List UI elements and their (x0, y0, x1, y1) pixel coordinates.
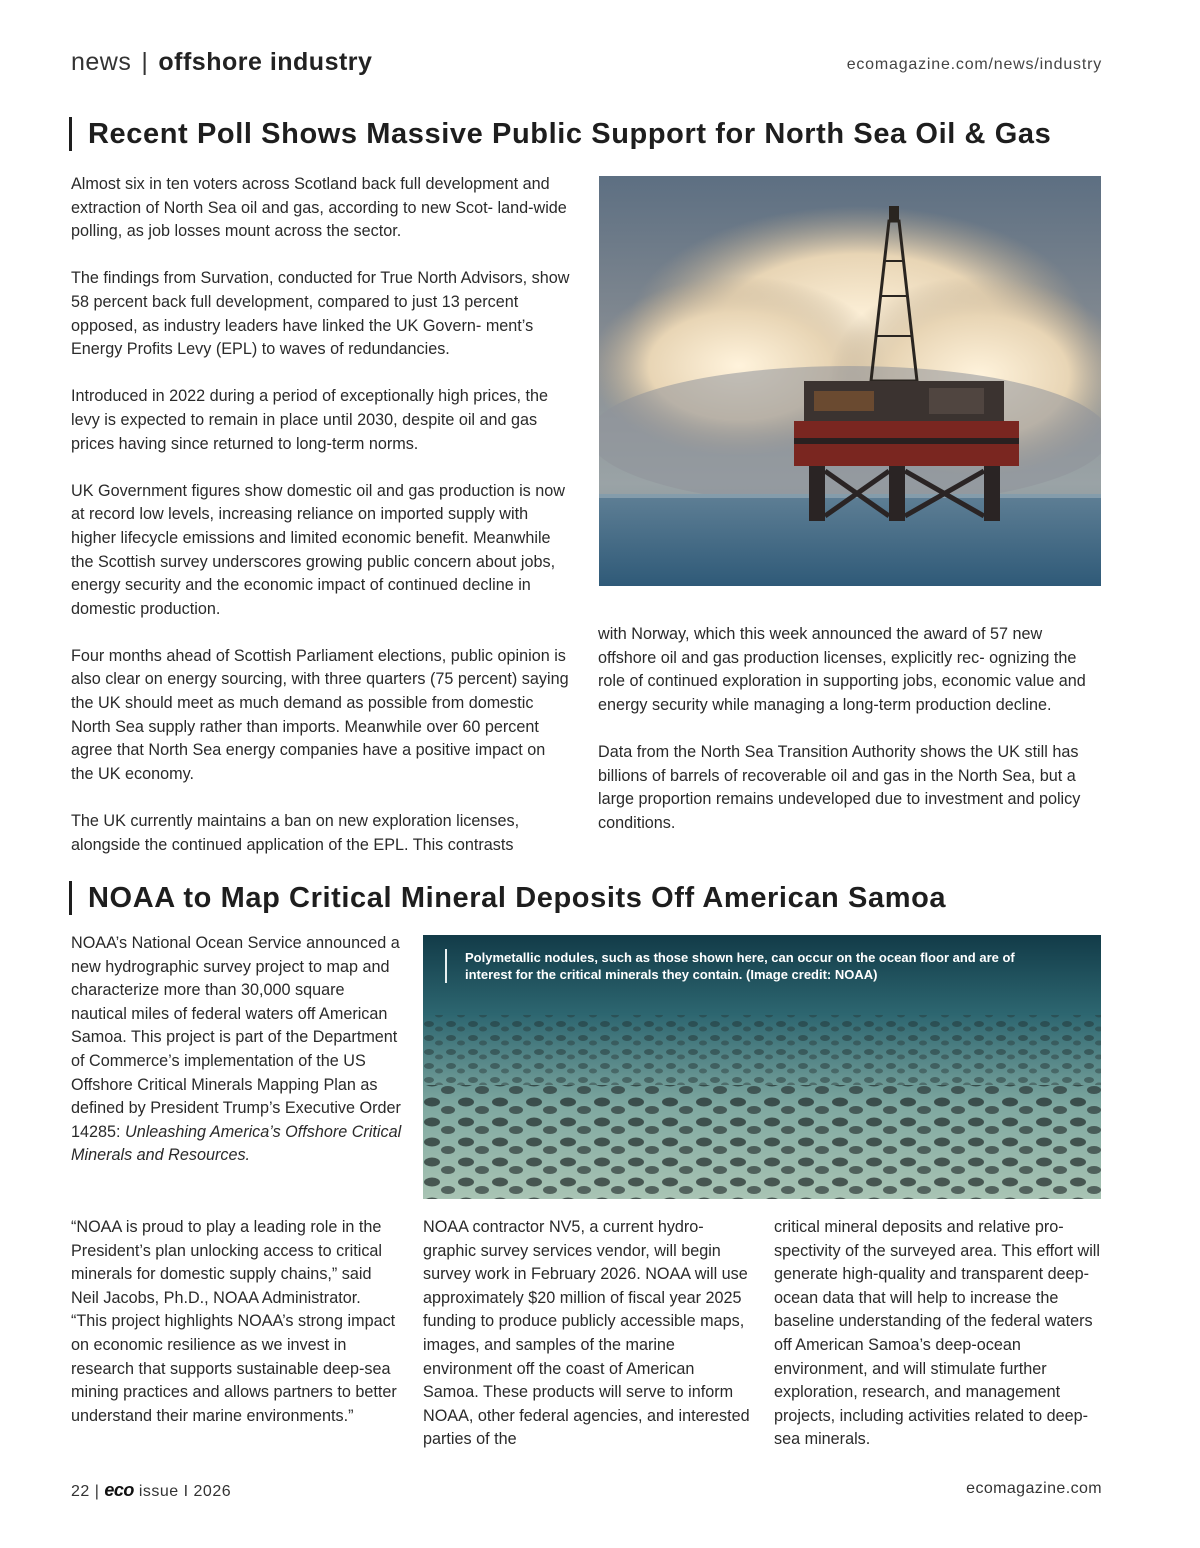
article1-column-1 (71, 173, 571, 857)
article2-quote: “NOAA is proud to play a leading role in the President’s plan unlocking access to critical minerals for domestic supply chains,” said Neil Jacobs, Ph.D., NOAA Administrator. “This project highlights NOAA’s strong impact on economic resilience as we invest in research that supports sustainable deep-sea mining practices and allows partners to better understand their marine environments.” (71, 1218, 397, 1425)
footer-site[interactable]: ecomagazine.com (966, 1480, 1102, 1497)
header-url[interactable]: ecomagazine.com/news/industry (846, 56, 1102, 73)
article1-paragraph: Four months ahead of Scottish Parliament elections, public opinion is also clear on energy sourcing, with three quarters (75 percent) saying the UK should meet as much demand as possible from domestic North Sea supply rather than imports. Meanwhile over 60 percent agree that North Sea energy companies have a positive impact on the UK economy. (71, 646, 569, 783)
header-separator: | (141, 48, 149, 76)
page-number: 22 (71, 1483, 90, 1500)
page-footer (71, 1480, 231, 1501)
article2-headline: NOAA to Map Critical Mineral Deposits Off American Samoa (69, 881, 1118, 915)
article2-intro-text: NOAA’s National Ocean Service announced a new hydrographic survey project to map and characterize more than 30,000 square nautical miles of federal waters off American Samoa. This project is part of the Department of Commerce’s implementation of the US Offshore Critical Minerals Mapping Plan as defined by President Trump’s Executive Order 14285: (71, 934, 401, 1141)
issue-label: issue I 2026 (138, 1483, 232, 1500)
article2-paragraph: NOAA contractor NV5, a current hydro- graphic survey services vendor, will begin survey work in February 2026. NOAA will use approximately $20 million of fiscal year 2025 funding to produce publicly accessible maps, images, and samples of the marine environment off the coast of American Samoa. These products will serve to inform NOAA, other federal agencies, and interested parties of the (423, 1218, 750, 1449)
photo-caption: Polymetallic nodules, such as those shown here, can occur on the ocean floor and are of interest for the critical minerals they contain. (Image credit: NOAA) (445, 949, 1025, 983)
footer-separator: | (94, 1483, 100, 1500)
article1-column-2 (598, 623, 1101, 835)
article1-paragraph: Data from the North Sea Transition Authority shows the UK still has billions of barrels of recoverable oil and gas in the North Sea, but a large proportion remains undeveloped due to investment and policy conditions. (598, 742, 1081, 832)
article1-paragraph: Introduced in 2022 during a period of exceptionally high prices, the levy is expected to remain in place until 2030, despite oil and gas prices having since returned to long-term norms. (71, 387, 548, 453)
article1-paragraph: The UK currently maintains a ban on new exploration licenses, alongside the continued application of the EPL. This contrasts (71, 812, 520, 854)
oil-rig-photo (599, 176, 1101, 586)
article1-paragraph: with Norway, which this week announced the award of 57 new offshore oil and gas production licenses, explicitly rec- ognizing the role of continued exploration in supporting jobs, economic value and energy security while managing a long-term production decline. (598, 625, 1086, 714)
article1-paragraph: UK Government figures show domestic oil and gas production is now at record low levels, increasing reliance on imported supply with higher lifecycle emissions and limited economic benefit. Meanwhile the Scottish survey underscores growing public concern about jobs, energy security and the economic impact of continued decline in domestic production. (71, 481, 565, 618)
article1-paragraph: The findings from Survation, conducted for True North Advisors, show 58 percent back full development, compared to just 13 percent opposed, as industry leaders have linked the UK Govern- ment’s Energy Profits Levy (EPL) to waves of redundancies. (71, 269, 570, 359)
polymetallic-nodules-photo (423, 935, 1101, 1199)
section-label: news (71, 48, 132, 76)
article2-column-3 (774, 1216, 1104, 1452)
article2-intro (71, 932, 403, 1168)
article1-paragraph: Almost six in ten voters across Scotland back full development and extraction of North Sea oil and gas, according to new Scot- land-wide polling, as job losses mount across the sector. (71, 175, 567, 241)
category-label: offshore industry (158, 48, 373, 76)
section-header (71, 48, 372, 77)
article2-column-1 (71, 1216, 401, 1428)
eco-logo: eco (104, 1480, 134, 1500)
article1-headline: Recent Poll Shows Massive Public Support for North Sea Oil & Gas (69, 117, 1118, 151)
article2-paragraph: critical mineral deposits and relative pro- spectivity of the surveyed area. This effort will generate high-quality and transparent deep-ocean data that will help to increase the baseline understanding of the federal waters off American Samoa’s deep-ocean environment, and will stimulate further exploration, research, and management projects, including activities related to deep-sea minerals. (774, 1218, 1100, 1449)
executive-order-title: Unleashing America’s Offshore Critical Minerals and Resources. (71, 1122, 402, 1165)
article2-column-2 (423, 1216, 753, 1452)
